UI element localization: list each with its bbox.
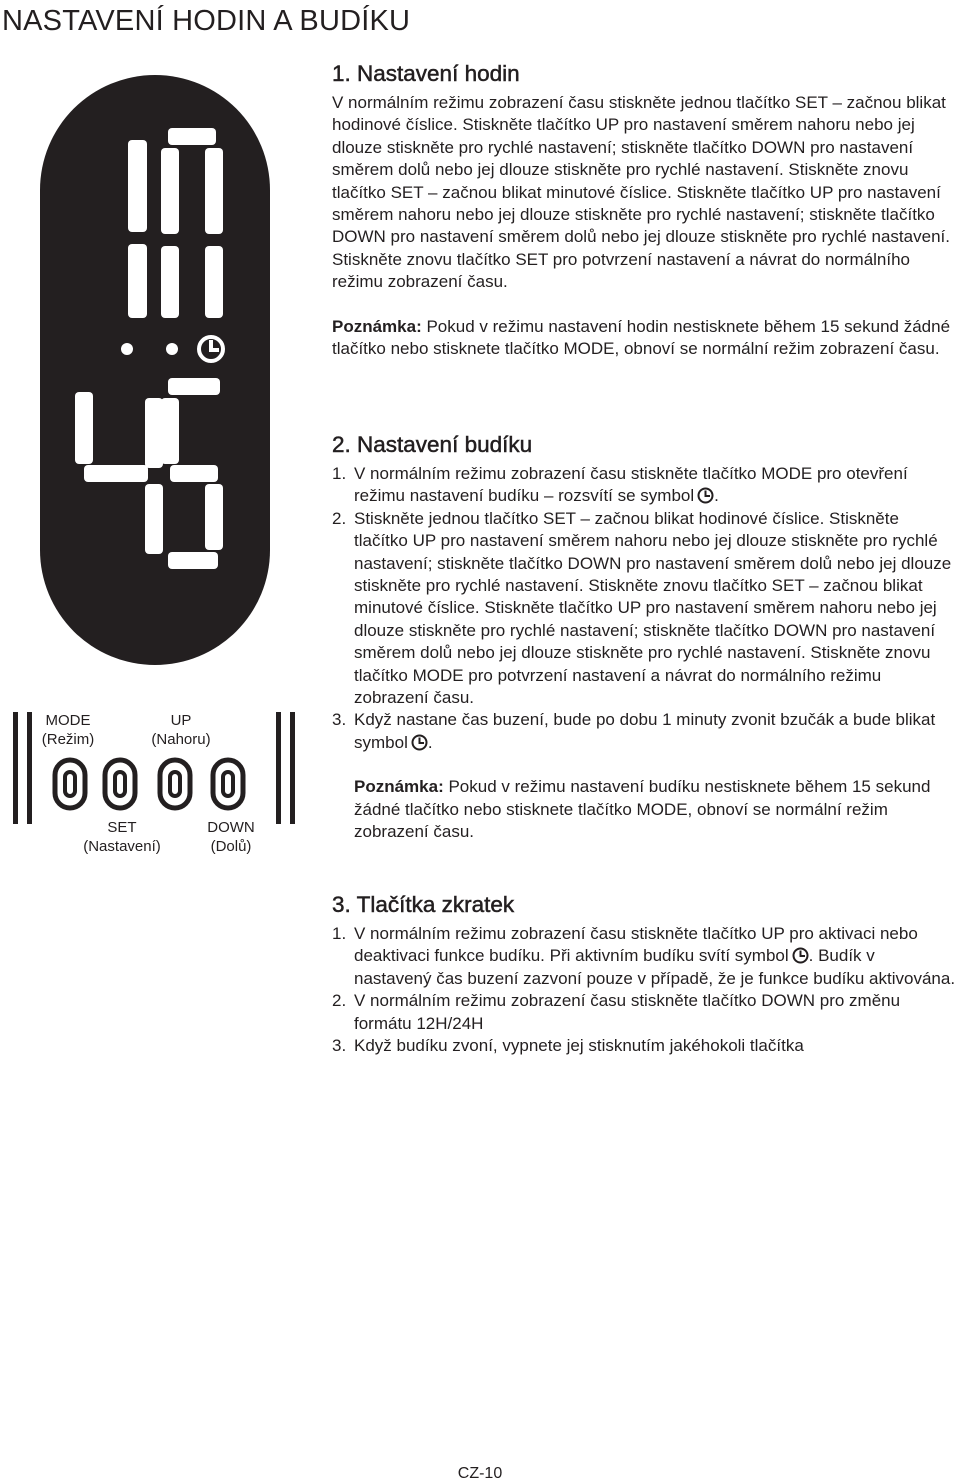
hardware-buttons [55,760,243,808]
up-button-label: UP (Nahoru) [151,712,211,748]
list-item: 3. Když nastane čas buzení, bude po dobu 1 minuty zvonit bzučák a bude blikat symbol . [332,710,936,752]
clock-body [40,75,270,665]
list-item: 2. Stiskněte jednou tlačítko SET – začnou blikat hodinové číslice. Stiskněte tlačítko UP pro nastavení směrem nahoru nebo jej dlouze stiskněte pro rychlé nastavení; stiskněte tlačítko DOWN pro nastavení směrem dolů nebo jej dlouze stiskněte pro rychlé nastavení. Stiskněte znovu tlačítko SET – začnou blikat minutové číslice. Stiskněte tlačítko UP pro nastavení směrem nahoru nebo jej dlouze stiskněte pro rychlé nastavení; stiskněte tlačítko DOWN pro nastavení směrem dolů nebo jej dlouze stiskněte pro rychlé nastavení. Stiskněte znovu tlačítko MODE pro potvrzení nastavení a návrat do normálního režimu zobrazení času. [332,508,952,708]
page-title: NASTAVENÍ HODIN A BUDÍKU [2,5,411,37]
alarm-clock-icon [411,734,428,751]
set-button-label: SET (Nastavení) [83,819,161,855]
colon-dot-left [121,343,133,355]
display-hours [128,128,223,318]
note-label: Poznámka: [332,316,422,336]
up-button-shape [160,760,190,808]
page-number: CZ-10 [457,1465,503,1482]
list-item: 3. Když budíku zvoní, vypnete jej stisknutím jakéhokoli tlačítka [332,1036,804,1056]
note-text: Pokud v režimu nastavení hodin nestisknete během 15 sekund žádné tlačítko nebo stisknete tlačítko MODE, obnoví se normální režim zobrazení času. [332,316,951,359]
note-text: Pokud v režimu nastavení budíku nestisknete během 15 sekund žádné tlačítko nebo stisknete tlačítko MODE, obnoví se normální režim zobrazení času. [354,777,931,842]
steps-list [332,463,956,754]
down-button-shape [213,760,243,808]
list-item: 1. V normálním režimu zobrazení času stiskněte tlačítko MODE pro otevření režimu nastavení budíku – rozsvítí se symbol . [332,464,908,506]
note [332,316,956,361]
colon-dot-right [166,343,178,355]
section-body: V normálním režimu zobrazení času stiskněte jednou tlačítko SET – začnou blikat hodinové číslice. Stiskněte tlačítko UP pro nastavení směrem nahoru nebo jej dlouze stiskněte pro rychlé nastavení; stiskněte tlačítko DOWN pro nastavení směrem dolů nebo jej dlouze stiskněte pro rychlé nastavení. Stiskněte znovu tlačítko SET – začnou blikat minutové číslice. Stiskněte tlačítko UP pro nastavení směrem nahoru nebo jej dlouze stiskněte pro rychlé nastavení; stiskněte tlačítko DOWN pro nastavení směrem dolů nebo jej dlouze stiskněte pro rychlé nastavení. Stiskněte znovu tlačítko SET pro potvrzení nastavení a návrat do normálního režimu zobrazení času. [332,93,950,292]
note-label: Poznámka: [354,777,444,797]
mode-button-shape [55,760,85,808]
alarm-clock-icon [697,487,714,504]
mode-button-label: MODE (Režim) [41,712,95,748]
alarm-clock-icon [792,947,809,964]
section-alarm-setting [332,431,956,844]
set-button-shape [105,760,135,808]
section-clock-setting [332,60,956,360]
list-item: 1. V normálním režimu zobrazení času stiskněte tlačítko UP pro aktivaci nebo deaktivaci funkce budíku. Při aktivním budíku svítí symbol . Budík v nastavený čas buzení zazvoní pouze v případě, že je funkce budíku aktivována. [332,924,956,988]
down-button-label: DOWN (Dolů) [207,819,255,855]
section-heading: 2. Nastavení budíku [332,432,533,457]
list-item: 2. V normálním režimu zobrazení času stiskněte tlačítko DOWN pro změnu formátu 12H/24H [332,991,901,1033]
section-shortcut-buttons [332,891,956,1057]
section-heading: 3. Tlačítka zkratek [332,892,515,917]
section-heading: 1. Nastavení hodin [332,61,520,86]
note [332,776,956,843]
steps-list [332,923,956,1057]
